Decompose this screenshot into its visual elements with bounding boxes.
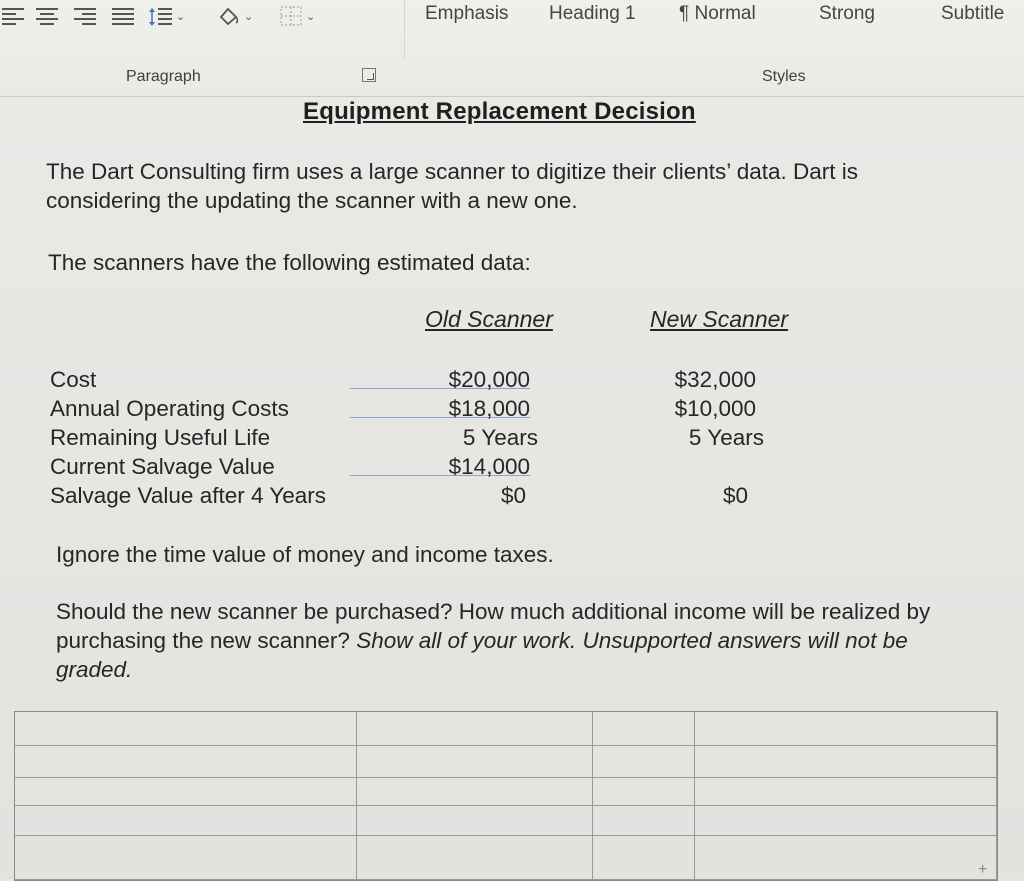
table-cell[interactable]: [15, 746, 357, 778]
question-plain: purchasing the new scanner?: [56, 628, 357, 653]
row-label-salvage-after-4: Salvage Value after 4 Years: [50, 483, 327, 508]
question-line-1: Should the new scanner be purchased? How much additional income will be realized by: [56, 599, 931, 624]
table-cell[interactable]: [695, 746, 997, 778]
table-cell[interactable]: [695, 712, 997, 746]
row-label-useful-life: Remaining Useful Life: [50, 425, 271, 450]
row-label-current-salvage: Current Salvage Value: [50, 454, 275, 479]
question-line-2: [56, 626, 908, 655]
style-normal[interactable]: ¶ Normal: [679, 3, 756, 24]
paragraph-group: [0, 0, 400, 96]
row-label-operating-costs: Annual Operating Costs: [50, 396, 289, 421]
style-emphasis[interactable]: Emphasis: [425, 3, 509, 24]
chevron-down-icon[interactable]: ⌄: [306, 10, 316, 23]
document-page[interactable]: [0, 97, 1024, 879]
table-cell[interactable]: [593, 712, 695, 746]
table-resize-handle-icon[interactable]: +: [978, 861, 988, 878]
table-cell[interactable]: [357, 806, 593, 836]
table-cell[interactable]: [593, 806, 695, 836]
answer-table[interactable]: [14, 711, 998, 881]
question-line-3: graded.: [56, 657, 133, 682]
table-cell[interactable]: [593, 836, 695, 880]
question-italic: Show all of your work. Unsupported answers will not be: [356, 628, 908, 653]
table-cell[interactable]: [357, 778, 593, 806]
table-cell[interactable]: [15, 836, 357, 880]
table-cell[interactable]: [593, 746, 695, 778]
table-cell[interactable]: [357, 712, 593, 746]
line-spacing-icon[interactable]: [148, 4, 185, 28]
column-header-old: Old Scanner: [425, 306, 553, 332]
ignore-note: Ignore the time value of money and income taxes.: [56, 542, 554, 567]
table-cell[interactable]: [695, 836, 997, 880]
table-cell[interactable]: [357, 746, 593, 778]
new-salvage-after-4: $0: [722, 483, 748, 508]
align-right-icon[interactable]: [72, 4, 98, 28]
table-cell[interactable]: [695, 806, 997, 836]
styles-gallery: [404, 0, 1024, 60]
old-useful-life: 5 Years: [462, 425, 538, 450]
align-center-icon[interactable]: [34, 4, 60, 28]
style-subtitle[interactable]: Subtitle: [941, 3, 1005, 24]
chevron-down-icon[interactable]: ⌄: [176, 10, 186, 23]
style-heading-1[interactable]: Heading 1: [549, 3, 636, 24]
chevron-down-icon[interactable]: ⌄: [244, 10, 254, 23]
table-cell[interactable]: [15, 806, 357, 836]
table-cell[interactable]: [593, 778, 695, 806]
align-left-icon[interactable]: [0, 4, 26, 28]
table-cell[interactable]: [357, 836, 593, 880]
data-intro: The scanners have the following estimated data:: [48, 250, 531, 275]
paragraph-dialog-launcher-icon[interactable]: [362, 68, 376, 82]
intro-line-1: The Dart Consulting firm uses a large scanner to digitize their clients’ data. Dart is: [46, 159, 859, 184]
intro-line-2: considering the updating the scanner with a new one.: [46, 188, 578, 213]
table-cell[interactable]: [15, 712, 357, 746]
ribbon: [0, 0, 1024, 97]
style-strong[interactable]: Strong: [819, 3, 875, 24]
borders-icon[interactable]: [278, 4, 315, 28]
new-useful-life: 5 Years: [688, 425, 764, 450]
old-cost: $20,000: [448, 367, 530, 392]
old-salvage-after-4: $0: [500, 483, 526, 508]
row-label-cost: Cost: [50, 367, 97, 392]
justify-icon[interactable]: [110, 4, 136, 28]
old-current-salvage: $14,000: [448, 454, 530, 479]
page-title: Equipment Replacement Decision: [303, 98, 696, 125]
new-operating-costs: $10,000: [674, 396, 756, 421]
table-cell[interactable]: [695, 778, 997, 806]
old-operating-costs: $18,000: [448, 396, 530, 421]
styles-group-label: Styles: [762, 68, 806, 85]
column-header-new: New Scanner: [650, 306, 789, 332]
table-cell[interactable]: [15, 778, 357, 806]
paragraph-group-label: Paragraph: [126, 68, 201, 85]
new-cost: $32,000: [674, 367, 756, 392]
shading-icon[interactable]: [216, 4, 253, 28]
